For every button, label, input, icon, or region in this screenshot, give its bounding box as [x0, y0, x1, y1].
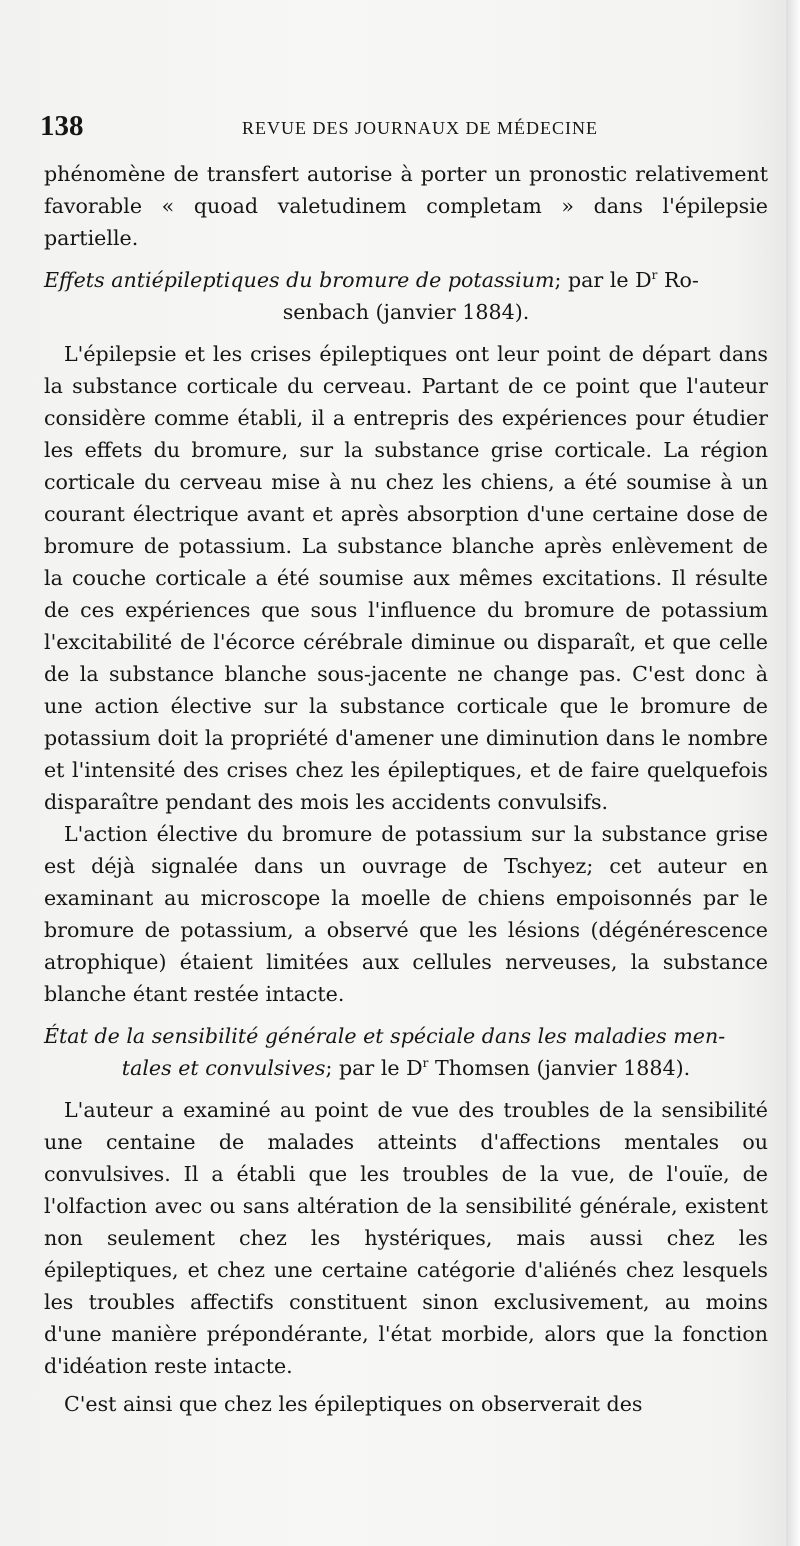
byline-name: Thomsen (janvier 1884).: [428, 1056, 691, 1080]
article-title-continuation: [44, 1052, 768, 1084]
page-body: [44, 158, 768, 1420]
article-continuation-paragraph: phénomène de transfert autorise à porter un pronostic relativement favorable « quoad valetudinem completam » dans l'épilepsie partielle.: [44, 162, 768, 250]
byline-sup: r: [422, 1056, 429, 1071]
byline-prefix: ; par le D: [554, 268, 652, 292]
body-paragraph: L'épilepsie et les crises épileptiques ont leur point de départ dans la substance corticale du cerveau. Partant de ce point que l'auteur considère comme établi, il a entrepris des expériences pour étudier les effets du bromure, sur la substance grise corticale. La région corticale du cerveau mise à nu chez les chiens, a été soumise à un courant électrique avant et après absorption d'une certaine dose de bromure de potassium. La substance blanche après enlèvement de la couche corticale a été soumise aux mêmes excitations. Il résulte de ces expériences que sous l'influence du bromure de potassium l'excitabilité de l'écorce cérébrale diminue ou disparaît, et que celle de la substance blanche sous-jacente ne change pas. C'est donc à une action élective sur la substance corticale que le bromure de potassium doit la propriété d'amener une diminution dans le nombre et l'intensité des crises chez les épileptiques, et de faire quelquefois disparaître pendant des mois les accidents convulsifs.: [44, 342, 768, 814]
body-paragraph: C'est ainsi que chez les épileptiques on observerait des: [64, 1392, 643, 1416]
body-paragraph: L'auteur a examiné au point de vue des troubles de la sensibilité une centaine de malades atteints d'affections mentales ou convulsives. Il a établi que les troubles de la vue, de l'ouïe, de l'olfaction avec ou sans altération de la sensibilité générale, existent non seulement chez les hystériques, mais aussi chez les épileptiques, et chez une certaine catégorie d'aliénés chez lesquels les troubles affectifs constituent sinon exclusivement, au moins d'une manière prépondérante, l'état morbide, alors que la fonction d'idéation reste intacte.: [44, 1098, 768, 1378]
running-title: REVUE DES JOURNAUX DE MÉDECINE: [242, 118, 598, 138]
byline-continuation: senbach (janvier 1884).: [282, 300, 530, 324]
page-header: [40, 110, 772, 150]
page-edge-shadow: [786, 0, 800, 1546]
article-heading-sensibilite: [44, 1020, 768, 1084]
article-title-part: tales et convulsives: [121, 1056, 326, 1080]
byline-sup: r: [651, 268, 658, 283]
article-title: Effets antiépileptiques du bromure de potassium: [44, 268, 555, 292]
article-title: État de la sensibilité générale et spéciale dans les maladies men-: [44, 1024, 726, 1048]
article-heading-bromure: [44, 264, 768, 328]
page-number: 138: [40, 110, 84, 142]
body-paragraph: L'action élective du bromure de potassium sur la substance grise est déjà signalée dans un ouvrage de Tschyez; cet auteur en examinant au microscope la moelle de chiens empoisonnés par le bromure de potassium, a observé que les lésions (dégénérescence atrophique) étaient limitées aux cellules nerveuses, la substance blanche étant restée intacte.: [44, 822, 768, 1006]
byline-prefix: ; par le D: [325, 1056, 423, 1080]
byline-name-part: Ro-: [657, 268, 699, 292]
